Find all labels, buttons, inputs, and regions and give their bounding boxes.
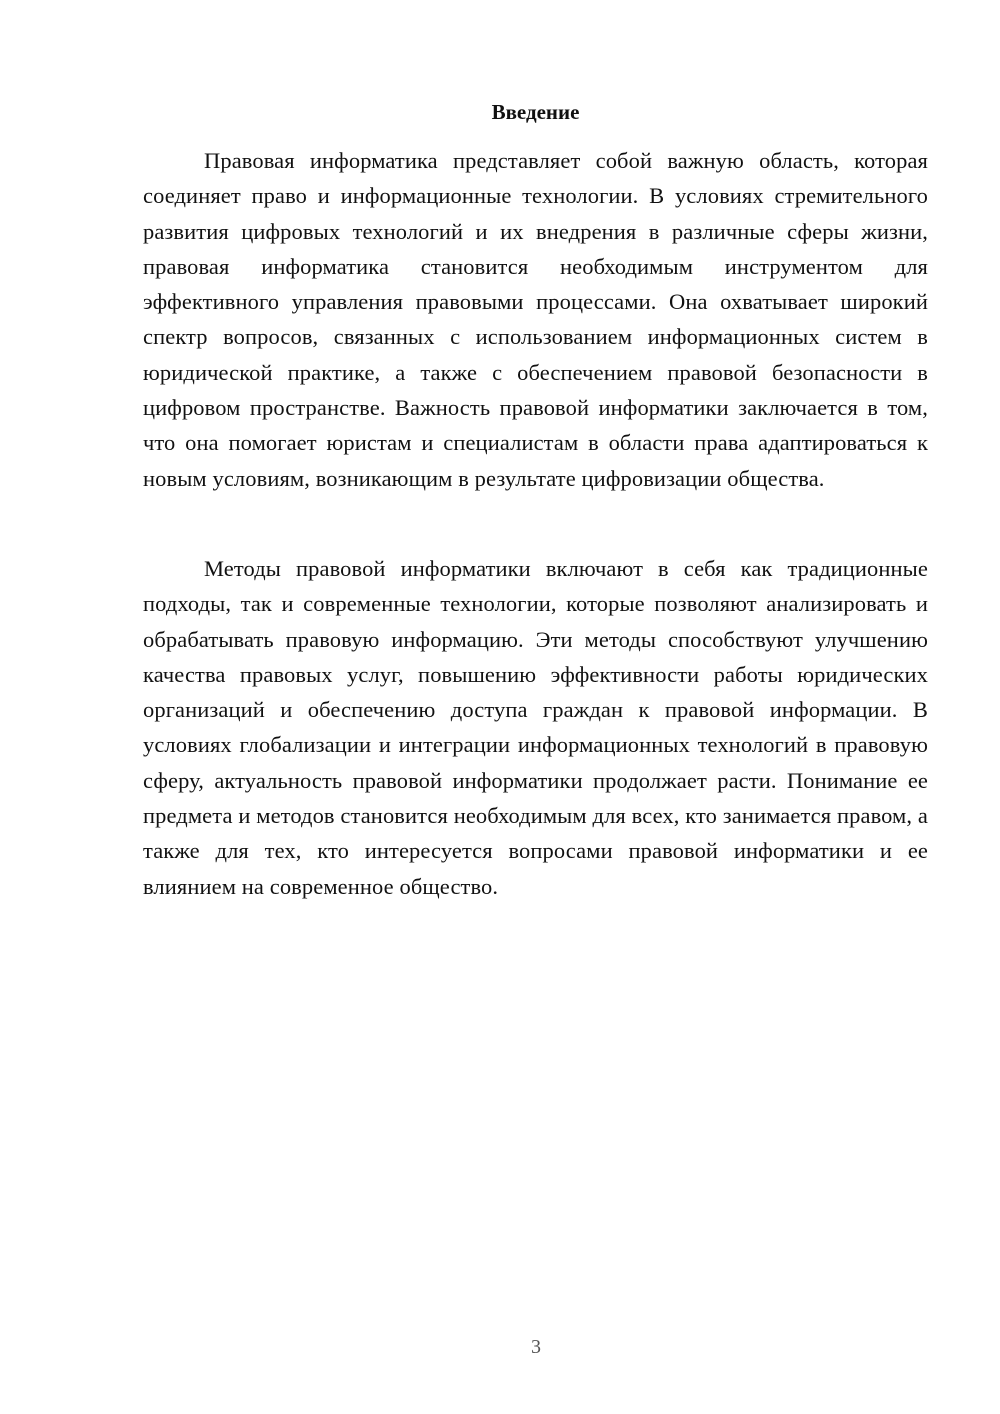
page-number: 3 [531, 1336, 541, 1358]
paragraph-introduction: Правовая информатика представляет собой важную область, которая соединяет право и информационные технологии. В условиях стремительного развития цифровых технологий и их внедрения в различные сферы жизни, правовая информатика становится необходимым инструментом для эффективного управления правовыми процессами. Она охватывает широкий спектр вопросов, связанных с использованием информационных систем в юридической практике, а также с обеспечением правовой безопасности в цифровом пространстве. Важность правовой информатики заключается в том, что она помогает юристам и специалистам в области права адаптироваться к новым условиям, возникающим в результате цифровизации общества. [143, 148, 928, 491]
paragraph-methods: Методы правовой информатики включают в себя как традиционные подходы, так и современные технологии, которые позволяют анализировать и обрабатывать правовую информацию. Эти методы способствуют улучшению качества правовых услуг, повышению эффективности работы юридических организаций и обеспечению доступа граждан к правовой информации. В условиях глобализации и интеграции информационных технологий в правовую сферу, актуальность правовой информатики продолжает расти. Понимание ее предмета и методов становится необходимым для всех, кто занимается правом, а также для тех, кто интересуется вопросами правовой информатики и ее влиянием на современное общество. [143, 556, 928, 899]
section-heading: Введение [491, 100, 580, 124]
